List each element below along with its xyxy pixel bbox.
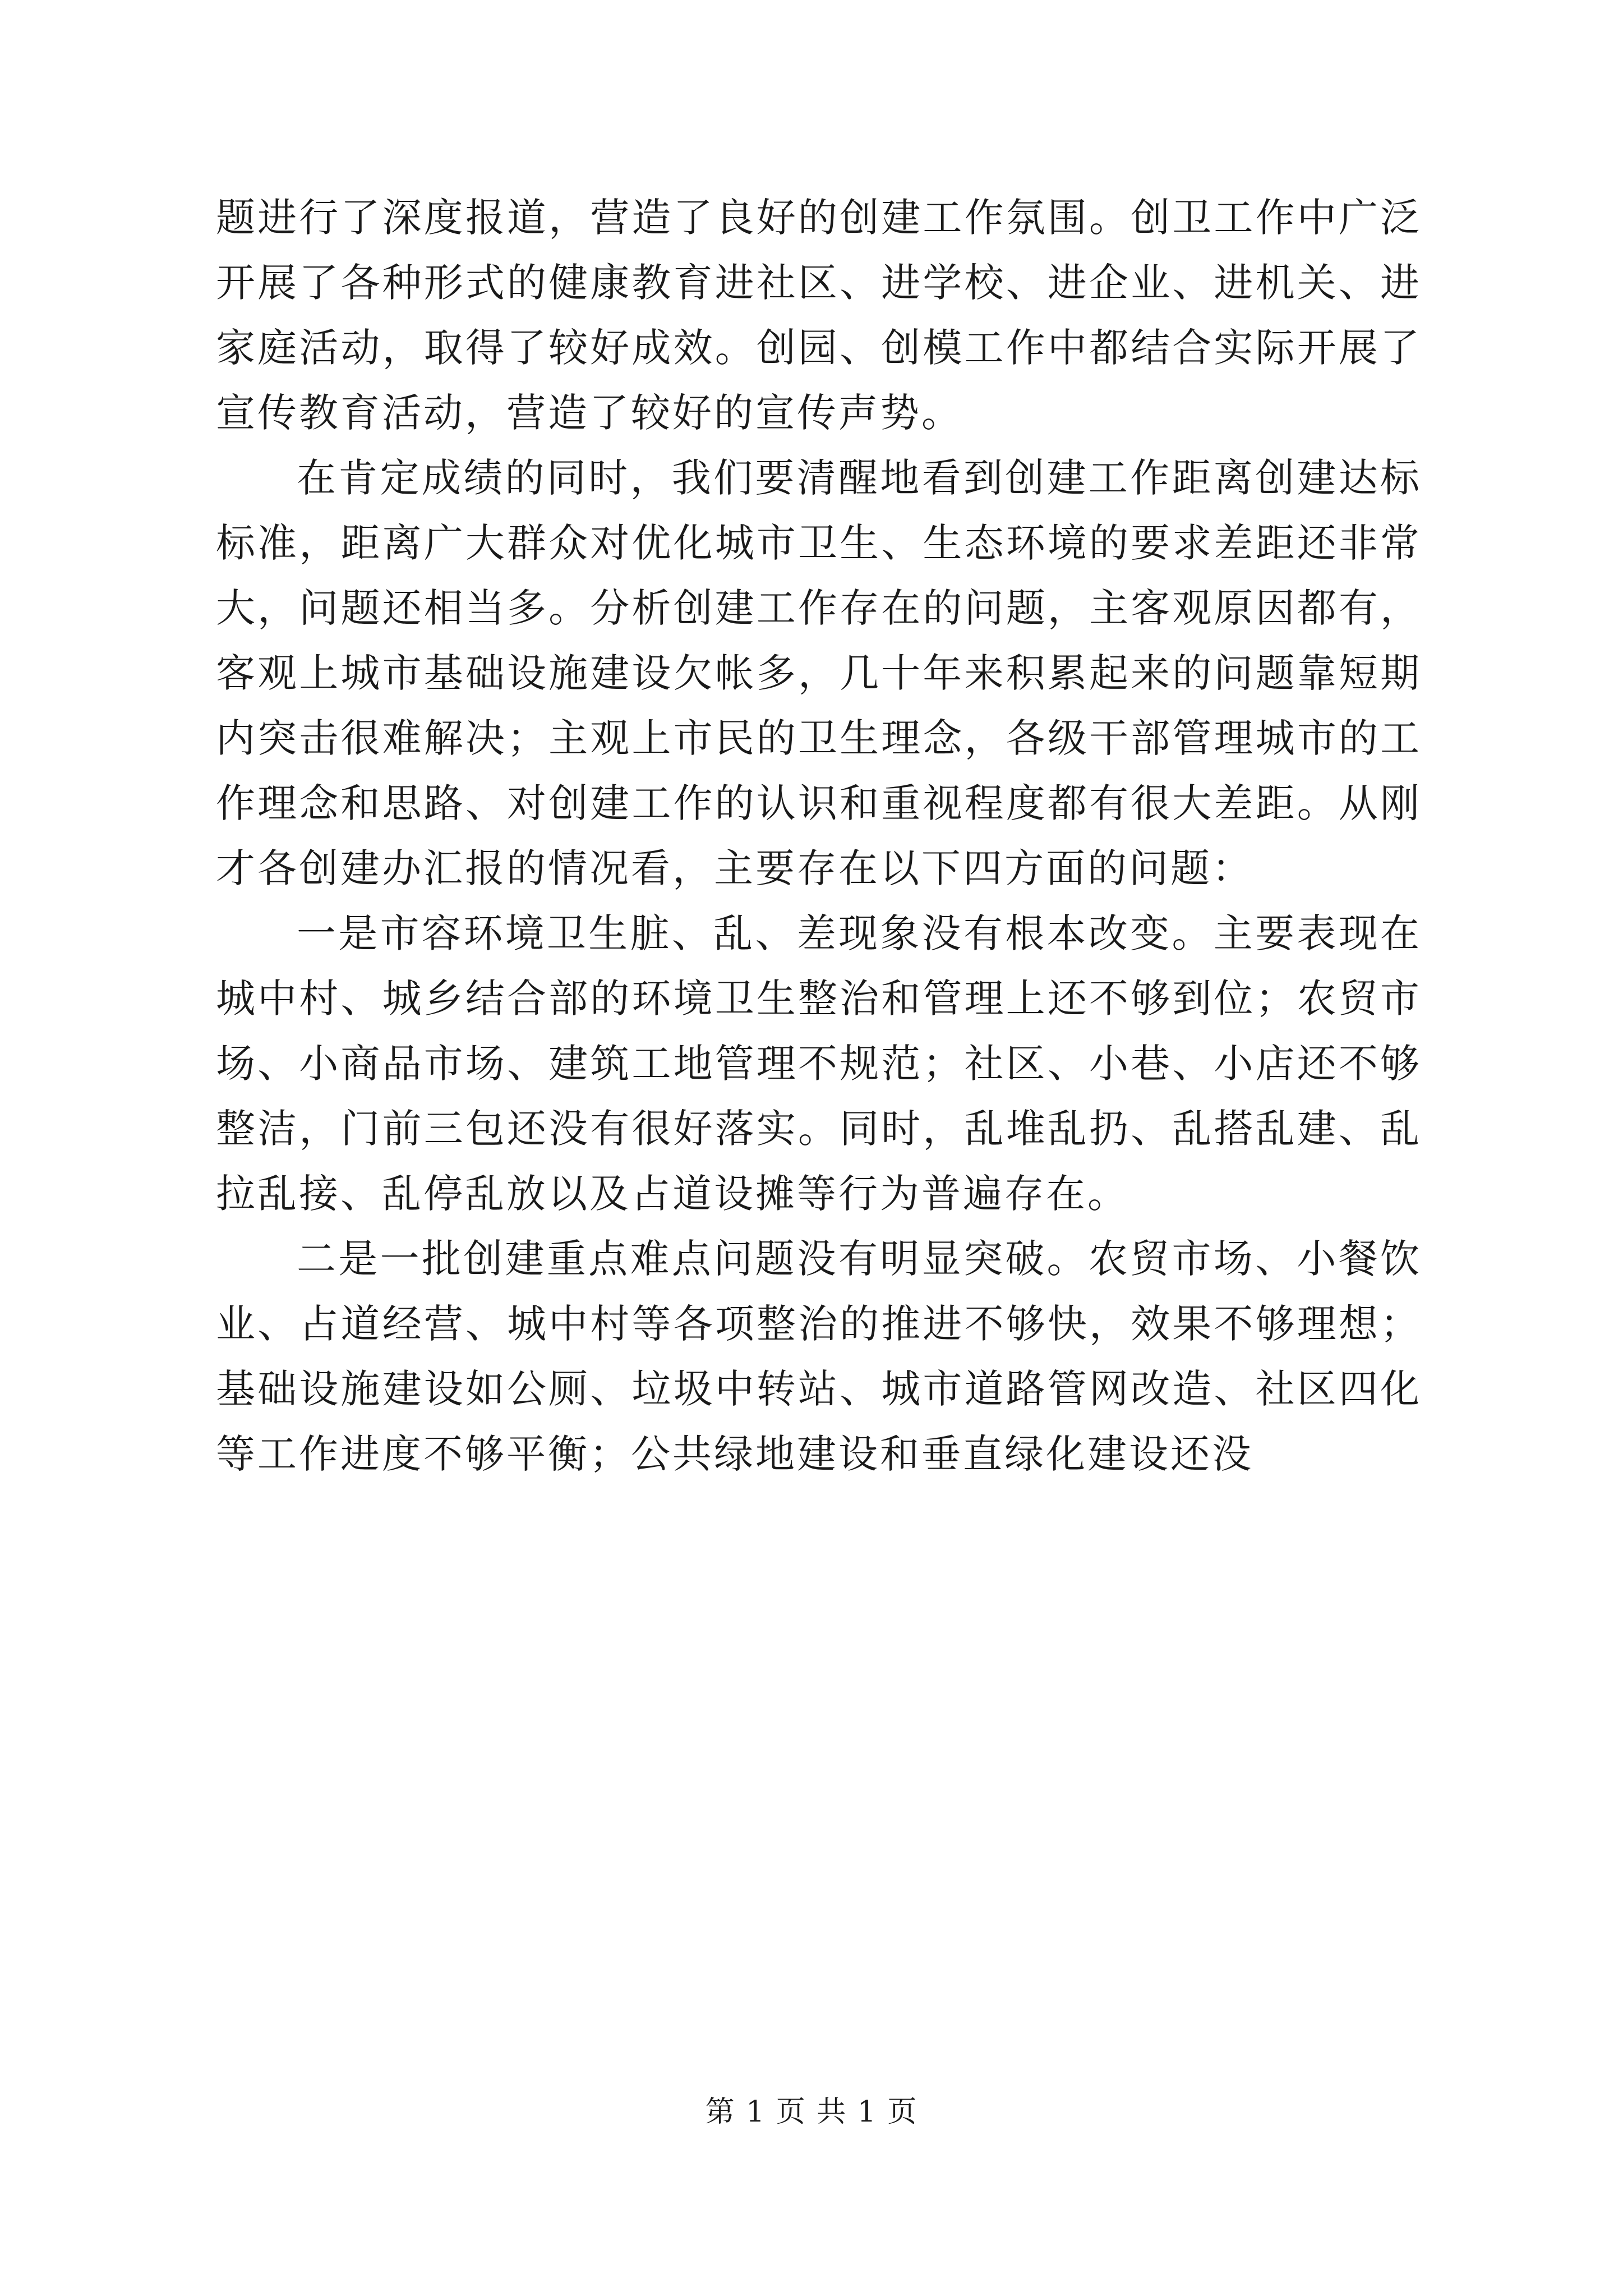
paragraph-2: 在肯定成绩的同时，我们要清醒地看到创建工作距离创建达标标准，距离广大群众对优化城市卫生、生态环境的要求差距还非常大，问题还相当多。分析创建工作存在的问题，主客观原因都有，客观上城市基础设施建设欠帐多，几十年来积累起来的问题靠短期内突击很难解决；主观上市民的卫生理念，各级干部管理城市的工作理念和思路、对创建工作的认识和重视程度都有很大差距。从刚才各创建办汇报的情况看，主要存在以下四方面的问题：: [216, 455, 1422, 891]
page-footer: 第 1 页 共 1 页: [705, 2095, 918, 2129]
paragraph-4: 二是一批创建重点难点问题没有明显突破。农贸市场、小餐饮业、占道经营、城中村等各项整治的推进不够快，效果不够理想；基础设施建设如公厕、垃圾中转站、城市道路管网改造、社区四化等工作进度不够平衡；公共绿地建设和垂直绿化建设还没: [216, 1236, 1422, 1477]
document-body: [216, 185, 1422, 1487]
paragraph-1: 题进行了深度报道，营造了良好的创建工作氛围。创卫工作中广泛开展了各种形式的健康教育进社区、进学校、进企业、进机关、进家庭活动，取得了较好成效。创园、创模工作中都结合实际开展了宣传教育活动，营造了较好的宣传声势。: [216, 195, 1422, 436]
paragraph-3: 一是市容环境卫生脏、乱、差现象没有根本改变。主要表现在城中村、城乡结合部的环境卫生整治和管理上还不够到位；农贸市场、小商品市场、建筑工地管理不规范；社区、小巷、小店还不够整洁，门前三包还没有很好落实。同时，乱堆乱扔、乱搭乱建、乱拉乱接、乱停乱放以及占道设摊等行为普遍存在。: [216, 910, 1422, 1217]
